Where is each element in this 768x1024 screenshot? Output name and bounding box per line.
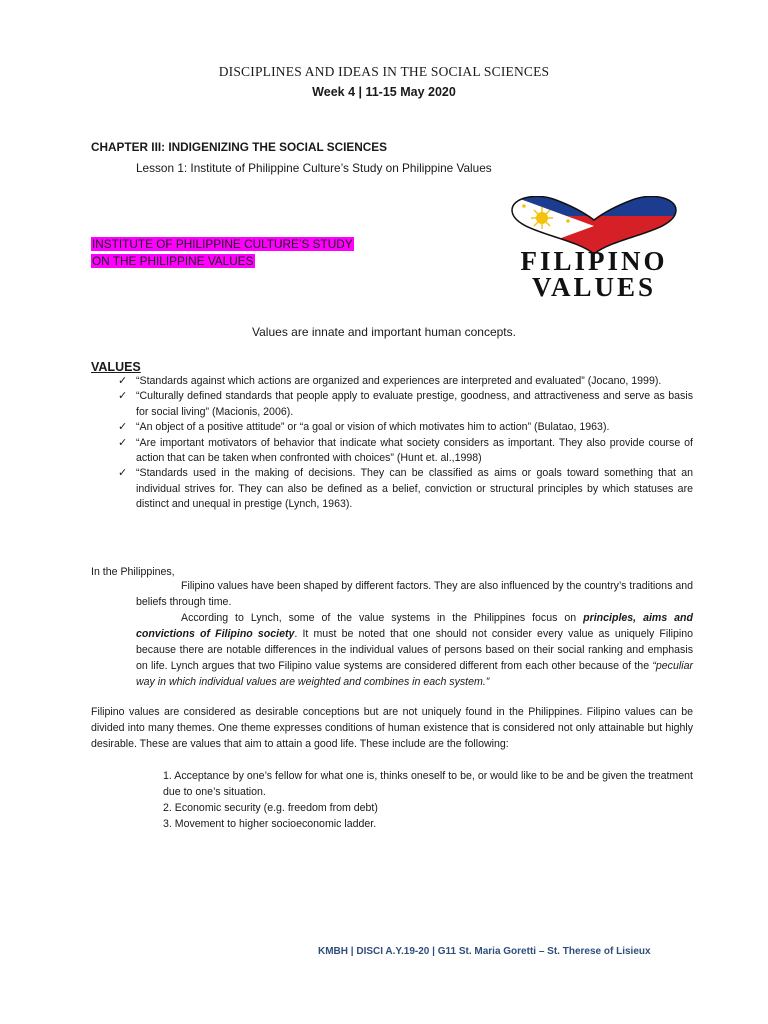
week-date: Week 4 | 11-15 May 2020 — [312, 85, 456, 99]
values-list — [118, 374, 693, 513]
numbered-list — [163, 768, 693, 832]
list-item: 2. Economic security (e.g. freedom from debt) — [163, 802, 378, 814]
paragraph-themes: Filipino values are considered as desirable conceptions but are not uniquely found in the Philippines. Filipino values can be divided into many themes. One theme expresses conditions of human existence that is considered not only attainable but highly desirable. These are values that aim to attain a good life. These include are the following: — [91, 706, 693, 750]
highlighted-heading — [91, 236, 354, 270]
list-item: ✓ “Are important motivators of behavior that indicate what society considers as important. They also provide course of action that can be taken when confronted with choices” (Hunt et. al.,1998) — [118, 436, 693, 465]
filipino-values-logo — [476, 196, 712, 302]
check-icon: ✓ — [118, 436, 128, 449]
document-title: DISCIPLINES AND IDEAS IN THE SOCIAL SCIENCES — [218, 64, 550, 79]
values-heading: VALUES — [91, 360, 141, 374]
paragraph-factors: Filipino values have been shaped by different factors. They are also influenced by the country’s traditions and beliefs through time. — [136, 580, 693, 608]
logo-text-filipino: FILIPINO — [520, 246, 668, 276]
paragraph-lynch: According to Lynch, some of the value systems in the Philippines focus on principles, aims and convictions of Filipino society. It must be noted that one should not consider every value as uniquely Filipino because there are notable differences in the individual values of persons based on their social ranking and emphasis on life. Lynch argues that two Filipino value systems are considered different from each other because of the “peculiar way in which individual values are weighted and combines in each system.” — [136, 612, 693, 688]
intro-statement: Values are innate and important human concepts. — [252, 325, 516, 339]
highlight-line-2: ON THE PHILIPPINE VALUES — [92, 254, 254, 268]
list-item: ✓ “Standards against which actions are organized and experiences are interpreted and evaluated” (Jocano, 1999). — [118, 374, 693, 389]
list-item: ✓ “Culturally defined standards that people apply to evaluate prestige, goodness, and attractiveness and serve as basis for social living” (Macionis, 2006). — [118, 390, 693, 418]
check-icon: ✓ — [118, 375, 128, 387]
list-item: ✓ “Standards used in the making of decisions. They can be classified as aims or goals toward something that an individual strives for. They can also be defined as a belief, conviction or structural principles by which statuses are distinct and unequal in prestige (Lynch, 1963). — [118, 467, 693, 511]
list-item: ✓ “An object of a positive attitude” or “a goal or vision of which motivates him to action” (Bulatao, 1963). — [118, 420, 693, 435]
chapter-heading: CHAPTER III: INDIGENIZING THE SOCIAL SCIENCES — [91, 140, 388, 154]
highlight-line-1: INSTITUTE OF PHILIPPINE CULTURE’S STUDY — [92, 237, 353, 251]
list-item: 1. Acceptance by one’s fellow for what one is, thinks oneself to be, or would like to be and be given the treatment due to one’s situation. — [163, 770, 693, 798]
page-footer: KMBH | DISCI A.Y.19-20 | G11 St. Maria Goretti – St. Therese of Lisieux — [318, 946, 651, 957]
list-item: 3. Movement to higher socioeconomic ladder. — [163, 818, 377, 830]
philippines-intro: In the Philippines, — [91, 566, 175, 578]
check-icon: ✓ — [118, 467, 128, 480]
check-icon: ✓ — [118, 390, 128, 403]
logo-text-values: VALUES — [531, 272, 657, 302]
lesson-heading: Lesson 1: Institute of Philippine Culture’s Study on Philippine Values — [136, 161, 492, 175]
check-icon: ✓ — [118, 421, 128, 434]
